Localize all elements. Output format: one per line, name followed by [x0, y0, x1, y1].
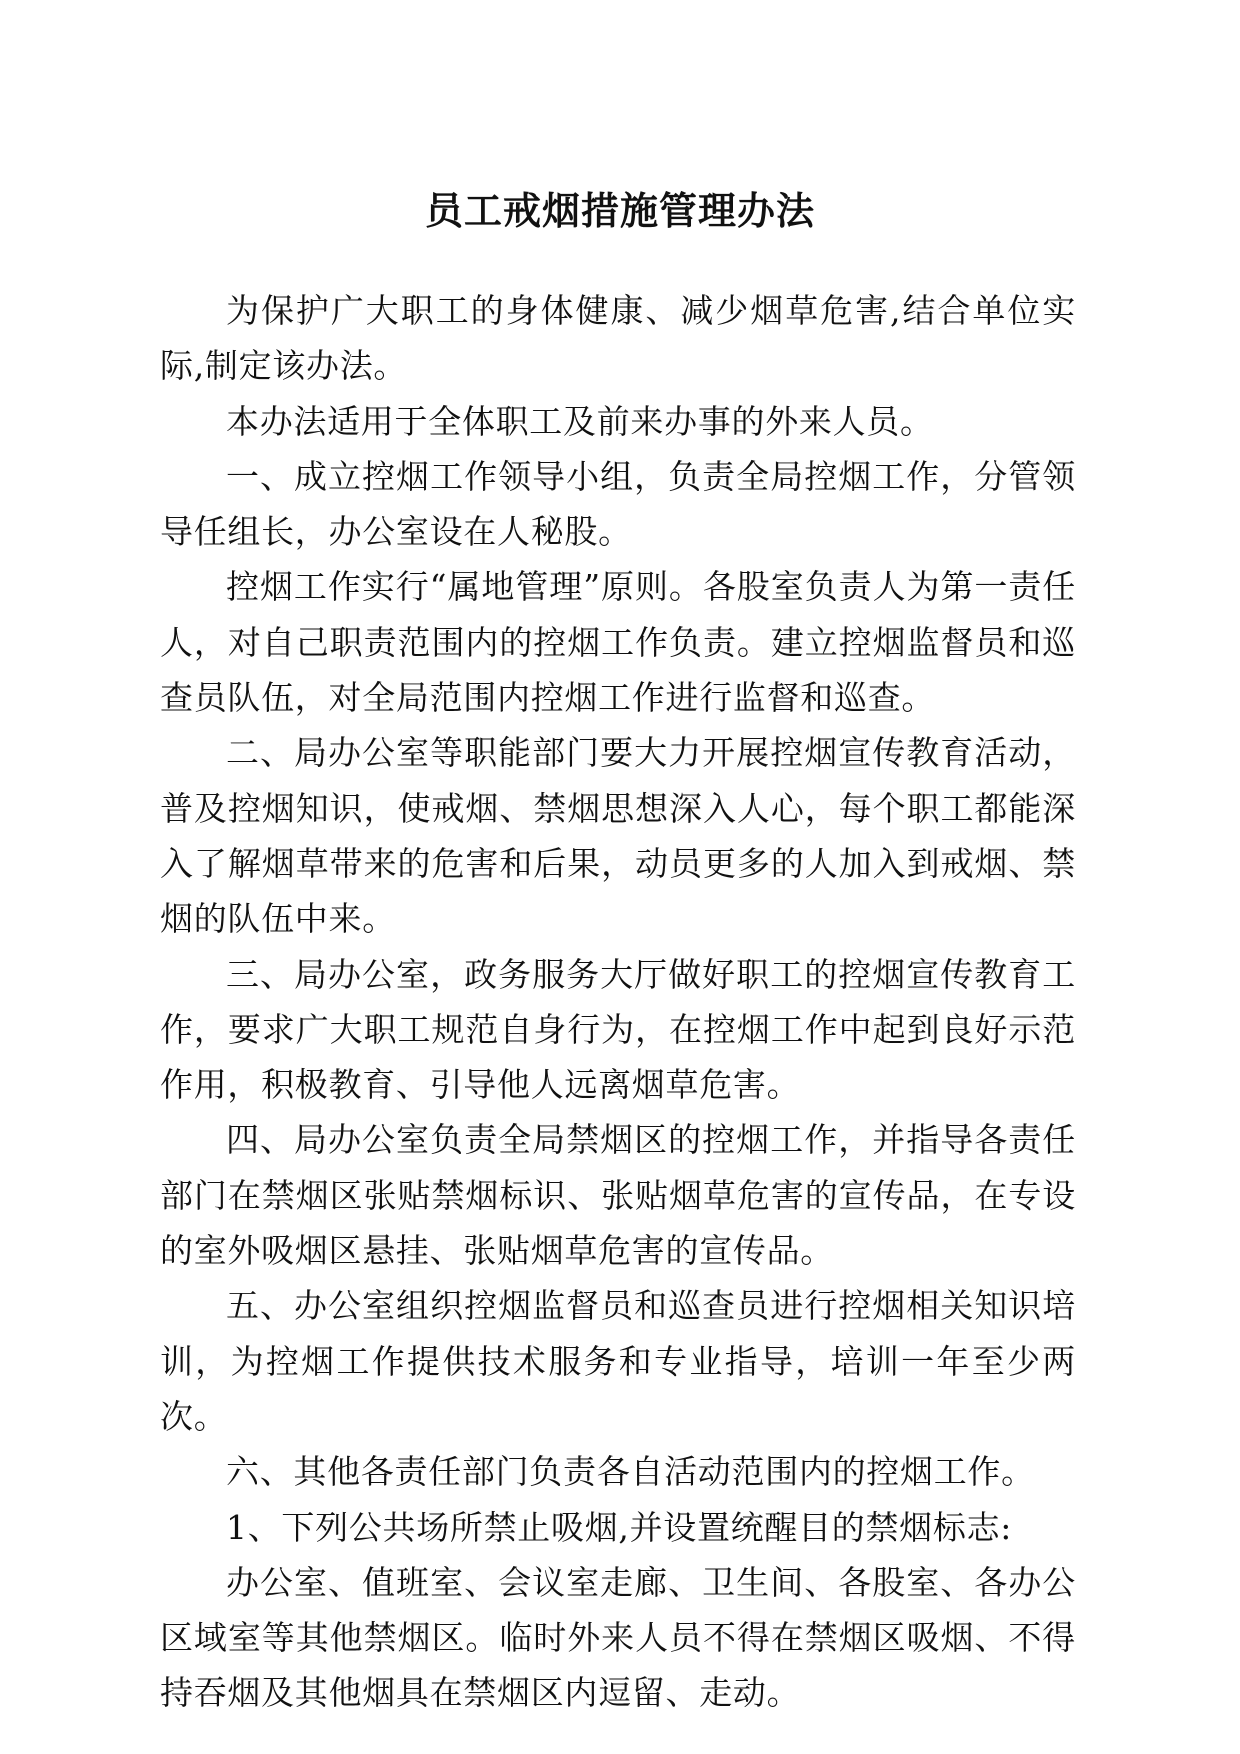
- paragraph-item-4: 四、局办公室负责全局禁烟区的控烟工作，并指导各责任部门在禁烟区张贴禁烟标识、张贴烟草危害的宣传品，在专设的室外吸烟区悬挂、张贴烟草危害的宣传品。: [160, 1120, 1076, 1271]
- paragraph-item-1: 一、成立控烟工作领导小组，负责全局控烟工作，分管领导任组长，办公室设在人秘股。: [160, 456, 1076, 552]
- paragraph-scope: 本办法适用于全体职工及前来办事的外来人员。: [226, 401, 934, 441]
- paragraph-item-3: 三、局办公室，政务服务大厅做好职工的控烟宣传教育工作，要求广大职工规范自身行为，在控烟工作中起到良好示范作用，积极教育、引导他人远离烟草危害。: [160, 954, 1076, 1105]
- document-body: [160, 283, 1076, 1721]
- paragraph-subitem-1: 1、下列公共场所禁止吸烟,并设置统醒目的禁烟标志:: [226, 1507, 1013, 1547]
- document-title: 员工戒烟措施管理办法: [424, 188, 815, 233]
- paragraph-item-2: 二、局办公室等职能部门要大力开展控烟宣传教育活动，普及控烟知识，使戒烟、禁烟思想深入人心，每个职工都能深入了解烟草带来的危害和后果，动员更多的人加入到戒烟、禁烟的队伍中来。: [160, 733, 1076, 939]
- paragraph-item-5: 五、办公室组织控烟监督员和巡查员进行控烟相关知识培训，为控烟工作提供技术服务和专业指导，培训一年至少两次。: [160, 1286, 1076, 1436]
- paragraph-item-6: 六、其他各责任部门负责各自活动范围内的控烟工作。: [226, 1452, 1035, 1492]
- paragraph-territorial-management: 控烟工作实行“属地管理”原则。各股室负责人为第一责任人，对自己职责范围内的控烟工作负责。建立控烟监督员和巡查员队伍，对全局范围内控烟工作进行监督和巡查。: [160, 567, 1076, 718]
- paragraph-intro: 为保护广大职工的身体健康、减少烟草危害,结合单位实际,制定该办法。: [160, 291, 1076, 386]
- paragraph-no-smoking-areas: 办公室、值班室、会议室走廊、卫生间、各股室、各办公区域室等其他禁烟区。临时外来人员不得在禁烟区吸烟、不得持吞烟及其他烟具在禁烟区内逗留、走动。: [160, 1562, 1076, 1713]
